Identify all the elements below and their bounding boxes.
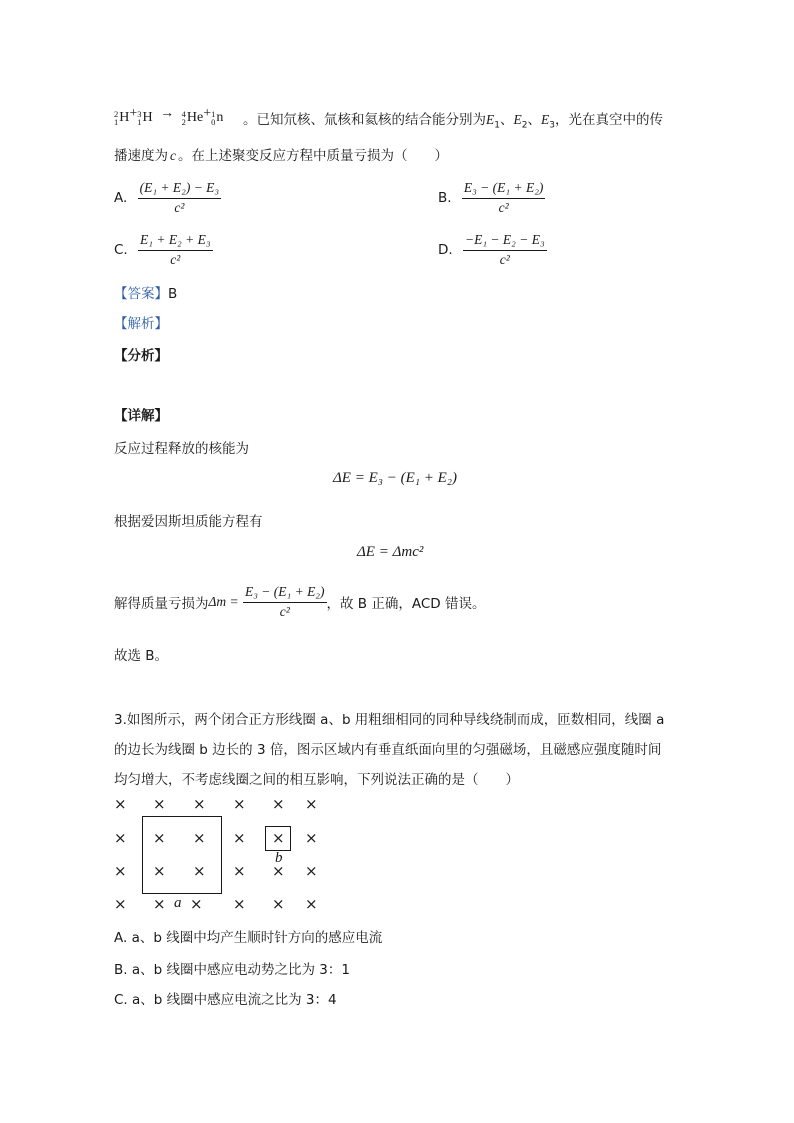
field-cross-icon: ×: [114, 795, 127, 813]
field-cross-icon: ×: [305, 795, 318, 813]
detail-line2: 根据爱因斯坦质能方程有: [114, 514, 263, 530]
q3-option-a[interactable]: A. a、b 线圈中均产生顺时针方向的感应电流: [114, 930, 383, 946]
field-cross-icon: ×: [305, 829, 318, 847]
answer-tag: 【答案】: [114, 286, 168, 302]
field-cross-icon: ×: [305, 895, 318, 913]
analysis-tag: 【解析】: [114, 316, 168, 332]
nuclide-neutron: 1 0 n: [211, 109, 224, 127]
field-cross-icon: ×: [272, 862, 285, 880]
equation-mass-energy: ΔE = Δmc²: [357, 544, 424, 560]
question2-stem-line1: 。已知氘核、氚核和氦核的结合能分别为$E_1$、$E_2$、$E_3$，光在真空中的传: [243, 112, 663, 131]
question3-line1: 3.如图所示，两个闭合正方形线圈 a、b 用粗细相同的同种导线绕制而成，匝数相同，线圈 a: [114, 712, 665, 728]
option-b[interactable]: B. $\frac{\text{E₃ − (E₁ + E₂)}}{\text{c²}}$: [438, 180, 544, 215]
field-cross-icon: ×: [272, 829, 285, 847]
magnetic-field-figure: [110, 795, 330, 917]
field-cross-icon: ×: [114, 895, 127, 913]
question3-line2: 的边长为线圈 b 边长的 3 倍，图示区域内有垂直纸面向里的匀强磁场，且磁感应强度随时间: [114, 742, 662, 758]
reaction-arrow: →: [160, 106, 175, 121]
coil-b-label: b: [275, 850, 283, 866]
fenxi-tag: 【分析】: [114, 348, 168, 364]
field-cross-icon: ×: [272, 795, 285, 813]
field-cross-icon: ×: [153, 862, 166, 880]
nuclide-deuterium: 2 1 H: [114, 109, 130, 127]
plus-sign: +: [203, 106, 212, 121]
field-cross-icon: ×: [114, 862, 127, 880]
field-cross-icon: ×: [233, 795, 246, 813]
field-cross-icon: ×: [153, 795, 166, 813]
plus-sign: +: [129, 106, 138, 121]
field-cross-icon: ×: [305, 862, 318, 880]
coil-a: [142, 816, 222, 894]
answer-value: B: [168, 286, 178, 302]
field-cross-icon: ×: [153, 895, 166, 913]
field-cross-icon: ×: [233, 862, 246, 880]
reaction-equation: [114, 106, 223, 126]
answer-line: [114, 282, 177, 302]
field-cross-icon: ×: [153, 829, 166, 847]
equation-energy: ΔE = E₃ − (E₁ + E₂): [333, 470, 457, 486]
coil-a-label: a: [174, 895, 182, 911]
conclusion: 故选 B。: [114, 648, 169, 664]
option-d[interactable]: D. $\frac{\text{−E₁ − E₂ − E₃}}{\text{c²}}$: [438, 232, 545, 267]
field-cross-icon: ×: [233, 895, 246, 913]
option-c[interactable]: C. $\frac{\text{E₁ + E₂ + E₃}}{\text{c²}}$: [114, 232, 211, 267]
field-cross-icon: ×: [190, 895, 203, 913]
option-a[interactable]: A. $\frac{\text{(E₁ + E₂) − E₃}}{\text{c²}}$: [114, 180, 220, 215]
solve-line: 解得质量亏损为Δm = $\frac{\text{E₃ − (E₁ + E₂)}}{\text{c²}}$ ，故 B 正确，ACD 错误。: [114, 584, 486, 619]
detail-line1: 反应过程释放的核能为: [114, 441, 249, 457]
nuclide-tritium: 3 1 H: [137, 109, 153, 127]
question3-line3: 均匀增大，不考虑线圈之间的相互影响，下列说法正确的是（ ）: [114, 772, 519, 788]
nuclide-helium: 4 2 He: [181, 109, 204, 127]
field-cross-icon: ×: [233, 829, 246, 847]
q3-option-b[interactable]: B. a、b 线圈中感应电动势之比为 3：1: [114, 962, 350, 978]
detail-tag: 【详解】: [114, 408, 168, 424]
field-cross-icon: ×: [193, 829, 206, 847]
field-cross-icon: ×: [193, 862, 206, 880]
q3-option-c[interactable]: C. a、b 线圈中感应电流之比为 3：4: [114, 992, 337, 1008]
field-cross-icon: ×: [193, 795, 206, 813]
field-cross-icon: ×: [114, 829, 127, 847]
field-cross-icon: ×: [272, 895, 285, 913]
question2-stem-line2: 播速度为 c 。在上述聚变反应方程中质量亏损为（ ）: [114, 148, 448, 164]
